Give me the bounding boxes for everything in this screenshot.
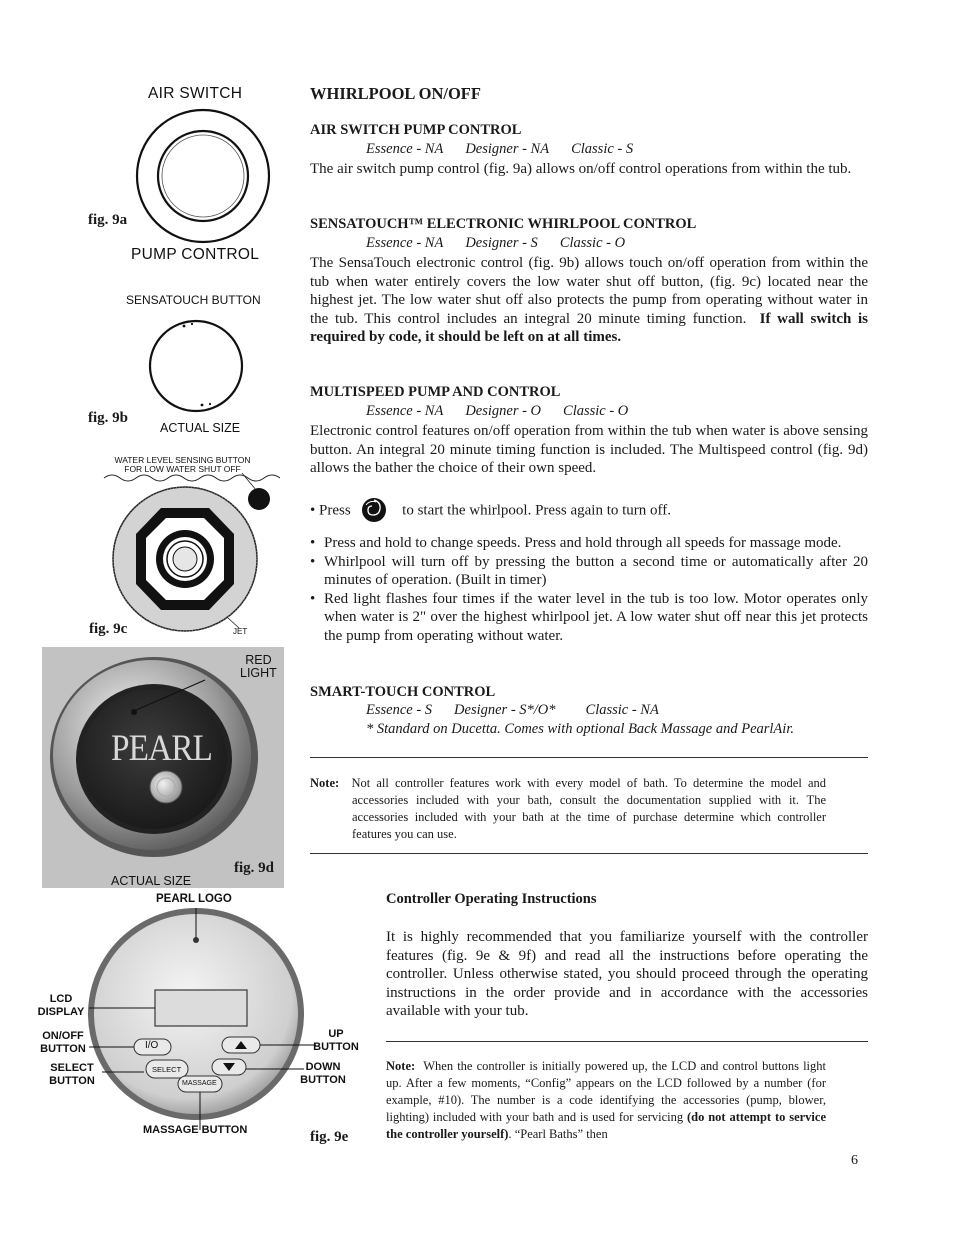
page-number: 6 bbox=[851, 1153, 858, 1168]
massage-button-graphic: MASSAGE bbox=[182, 1080, 217, 1087]
fig-9d-caption: ACTUAL SIZE bbox=[111, 874, 192, 888]
fig-9c-title: WATER LEVEL SENSING BUTTON FOR LOW WATER SHUT OFF bbox=[114, 455, 251, 474]
smart-touch-heading: SMART-TOUCH CONTROL bbox=[310, 684, 496, 700]
press-instruction: • Press to start the whirlpool. Press again to turn off. bbox=[310, 496, 671, 526]
fig-9e-label: fig. 9e bbox=[310, 1129, 349, 1145]
fig-9d-label: fig. 9d bbox=[234, 860, 275, 876]
fig-9b-caption: ACTUAL SIZE bbox=[160, 421, 241, 435]
multispeed-text: Electronic control features on/off operation from within the tub when water is above sensing button. An integral 20 minute timing function is included. The Multispeed control (fig. 9d) allows the bather the choice of their own speed. bbox=[310, 423, 868, 477]
divider bbox=[310, 757, 868, 758]
controller-heading: Controller Operating Instructions bbox=[386, 891, 597, 907]
on-off-button-label: ON/OFF BUTTON bbox=[40, 1030, 86, 1055]
swirl-button-icon bbox=[360, 496, 390, 526]
pearl-multispeed-photo bbox=[42, 647, 284, 888]
multispeed-availability: Essence - NA Designer - O Classic - O bbox=[366, 403, 629, 419]
smart-touch-controller-illustration bbox=[60, 904, 360, 1134]
bullet-item: • Whirlpool will turn off by pressing the button a second time or automatically after 20 minutes of operation. (Built in timer) bbox=[310, 553, 868, 590]
sensing-button-dot bbox=[248, 488, 270, 510]
fig-9c-jet-label: JET bbox=[233, 627, 248, 636]
note-power-up: Note: When the controller is initially powered up, the LCD and control buttons light up. After a few moments, “Config” appears on the LCD followed by a number (for example, #10). The number is a code identifying the accessories (pump, blower, lighting) included with your bath and is used for servicing (do not attempt to service the controller yourself). “Pearl Baths” then bbox=[386, 1059, 826, 1141]
pearl-logo-label: PEARL LOGO bbox=[156, 893, 232, 905]
sensatouch-button-illustration bbox=[146, 316, 250, 416]
controller-text: It is highly recommended that you familiarize yourself with the controller features (fig. 9e & 9f) and read all the instructions before operating the controller. Unless otherwise stated, you should proceed through the operating instructions in the order provide and in accordance with the accessories available with your tub. bbox=[386, 929, 868, 1020]
multispeed-heading: MULTISPEED PUMP AND CONTROL bbox=[310, 384, 561, 400]
fig-9a-title: AIR SWITCH bbox=[148, 85, 243, 102]
up-button-label: UP BUTTON bbox=[313, 1028, 359, 1053]
sensatouch-heading: SENSATOUCH™ ELECTRONIC WHIRLPOOL CONTROL bbox=[310, 216, 697, 232]
sensatouch-availability: Essence - NA Designer - S Classic - O bbox=[366, 235, 626, 251]
on-off-button-graphic: I/O bbox=[145, 1040, 159, 1051]
multispeed-bullets bbox=[310, 534, 868, 646]
sensatouch-text: The SensaTouch electronic control (fig. 9b) allows touch on/off operation from within the tub when water entirely covers the low water shut off button, (fig. 9c) located near the highest jet. The low water shut off also protects the pump from operating without water in the tub. This control includes an integral 20 minute timing function. If wall switch is required by code, it should be left on at all times. bbox=[310, 255, 869, 346]
fig-9b-title: SENSATOUCH BUTTON bbox=[126, 293, 261, 307]
divider bbox=[310, 853, 868, 854]
lcd-display-label: LCD DISPLAY bbox=[37, 993, 85, 1018]
fig-9c-label: fig. 9c bbox=[89, 621, 128, 637]
massage-button-label: MASSAGE BUTTON bbox=[143, 1124, 248, 1136]
water-level-sensor-illustration bbox=[100, 468, 280, 638]
down-button-label: DOWN BUTTON bbox=[300, 1061, 346, 1086]
air-switch-text: The air switch pump control (fig. 9a) allows on/off control operations from within the tub. bbox=[310, 161, 852, 177]
select-button-graphic: SELECT bbox=[152, 1065, 182, 1074]
divider bbox=[386, 1041, 868, 1042]
note-features: Note: Not all controller features work with every model of bath. To determine the model and accessories included with your bath, consult the documentation supplied with it. The accessories included with your bath at the time of purchase determine which controller features you can use. bbox=[310, 776, 827, 841]
red-light-label: RED LIGHT bbox=[240, 653, 277, 680]
service-warning: (do not attempt to service the controller yourself) bbox=[386, 1110, 826, 1141]
bullet-item: • Press and hold to change speeds. Press and hold through all speeds for massage mode. bbox=[310, 534, 868, 553]
fig-9a-label: fig. 9a bbox=[88, 212, 128, 228]
smart-touch-footnote: * Standard on Ducetta. Comes with optional Back Massage and PearlAir. bbox=[366, 721, 794, 737]
wall-switch-warning: If wall switch is required by code, it should be left on at all times. bbox=[310, 310, 869, 346]
pearl-brand-mark: PEARL bbox=[111, 728, 212, 769]
page-title: WHIRLPOOL ON/OFF bbox=[310, 84, 481, 103]
fig-9a-subtitle: PUMP CONTROL bbox=[131, 246, 260, 263]
bullet-item: • Red light flashes four times if the water level in the tub is too low. Motor operates only when water is 2" over the highest whirlpool jet. A low water shut off near this jet protects the pump from operating without water. bbox=[310, 590, 868, 646]
air-switch-heading: AIR SWITCH PUMP CONTROL bbox=[310, 122, 522, 138]
air-switch-availability: Essence - NA Designer - NA Classic - S bbox=[366, 141, 634, 157]
fig-9b-label: fig. 9b bbox=[88, 410, 129, 426]
select-button-label: SELECT BUTTON bbox=[49, 1062, 95, 1087]
air-switch-illustration bbox=[135, 108, 271, 244]
smart-touch-availability: Essence - S Designer - S*/O* Classic - NA bbox=[366, 702, 659, 718]
